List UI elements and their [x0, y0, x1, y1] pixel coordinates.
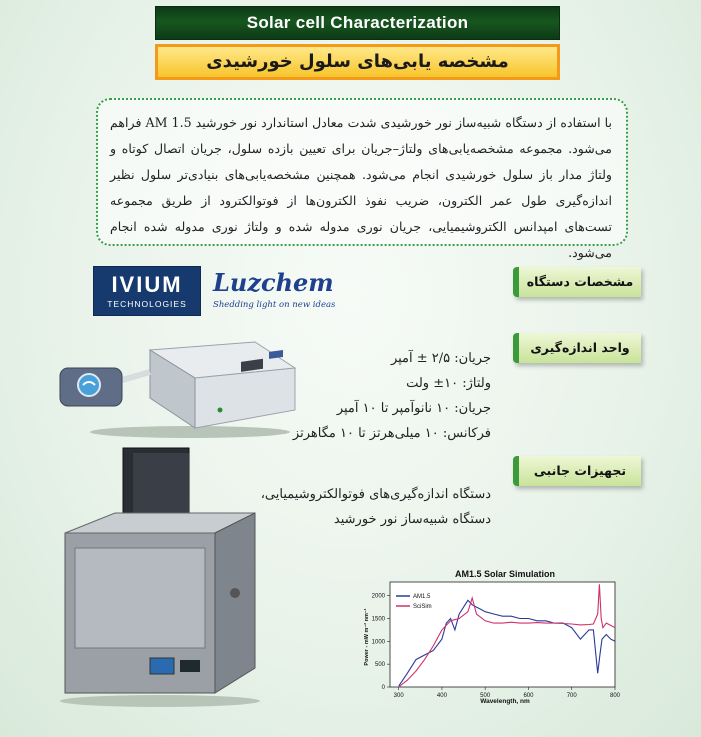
- x-tick-label: 700: [566, 693, 577, 699]
- am15-spectrum-chart: [350, 565, 625, 710]
- auxiliary-line: دستگاه شبیه‌ساز نور خورشید: [333, 512, 491, 527]
- y-tick-label: 2000: [371, 593, 385, 600]
- chart-ylabel: Power - mW m⁻² nm⁻¹: [364, 608, 370, 666]
- title-english: Solar cell Characterization: [155, 6, 560, 40]
- section-measurement-unit: واحد اندازه‌گیری: [513, 333, 641, 363]
- section-device-specs: مشخصات دستگاه: [513, 267, 641, 297]
- legend-label: AM1.5: [413, 594, 431, 600]
- luzchem-logo-tagline: Shedding light on new ideas: [213, 300, 336, 310]
- spec-line: ولتاژ: ۱۰± ولت: [406, 376, 491, 391]
- chart-plot-area: [372, 582, 621, 699]
- ivium-logo-subtext: TECHNOLOGIES: [107, 299, 187, 309]
- x-tick-label: 400: [436, 693, 447, 699]
- luzchem-logo-text: Luzchem: [213, 268, 334, 297]
- x-tick-label: 600: [523, 693, 534, 699]
- y-tick-label: 500: [374, 662, 385, 669]
- title-persian: مشخصه یابی‌های سلول خورشیدی: [155, 44, 560, 80]
- chart-title: AM1.5 Solar Simulation: [454, 569, 556, 579]
- x-tick-label: 300: [393, 693, 404, 699]
- x-tick-label: 500: [480, 693, 491, 699]
- auxiliary-line: دستگاه اندازه‌گیری‌های فوتوالکتروشیمیایی،: [260, 487, 491, 502]
- y-tick-label: 1500: [371, 616, 385, 623]
- spec-line: جریان: ۱۰ نانوآمپر تا ۱۰ آمپر: [336, 401, 491, 416]
- spec-line: جریان: ۲/۵ ± آمپر: [390, 351, 491, 366]
- ivium-logo: [93, 266, 201, 316]
- solar-simulator-image: [55, 443, 265, 708]
- y-tick-label: 0: [381, 685, 385, 691]
- potentiostat-device-image: [55, 330, 300, 440]
- spec-line: فرکانس: ۱۰ میلی‌هرتز تا ۱۰ مگاهرتز: [292, 426, 491, 441]
- measurement-specs: [293, 346, 491, 446]
- auxiliary-list: [261, 482, 491, 532]
- section-auxiliary-equipment: تجهیزات جانبی: [513, 456, 641, 486]
- intro-box: با استفاده از دستگاه شبیه‌ساز نور خورشیدی شدت معادل استاندارد نور خورشید AM 1.5 فراهم می‌شود. مجموعه مشخصه‌یابی‌های ولتاژ–جریان برای تعیین بازده سلول، جریان اتصال کوتاه و ولتاژ مدار باز سلول خورشیدی انجام می‌شود. همچنین مشخصه‌یابی‌های بنیادی‌تر سلول نظیر اندازه‌گیری طول عمر الکترون، ضریب نفوذ الکترون‌ها از فوتوالکترود از طریق مجموعه تست‌های امپدانس الکتروشیمیایی، جریان نوری مدوله شده و ولتاژ نوری مدوله شده انجام می‌شود.: [96, 98, 628, 246]
- ivium-logo-text: IVIUM: [111, 272, 183, 297]
- x-tick-label: 800: [609, 693, 621, 699]
- chart-xlabel: Wavelength, nm: [480, 698, 530, 705]
- legend-label: SciSim: [413, 604, 432, 610]
- luzchem-logo: [213, 268, 343, 318]
- y-tick-label: 1000: [371, 639, 385, 646]
